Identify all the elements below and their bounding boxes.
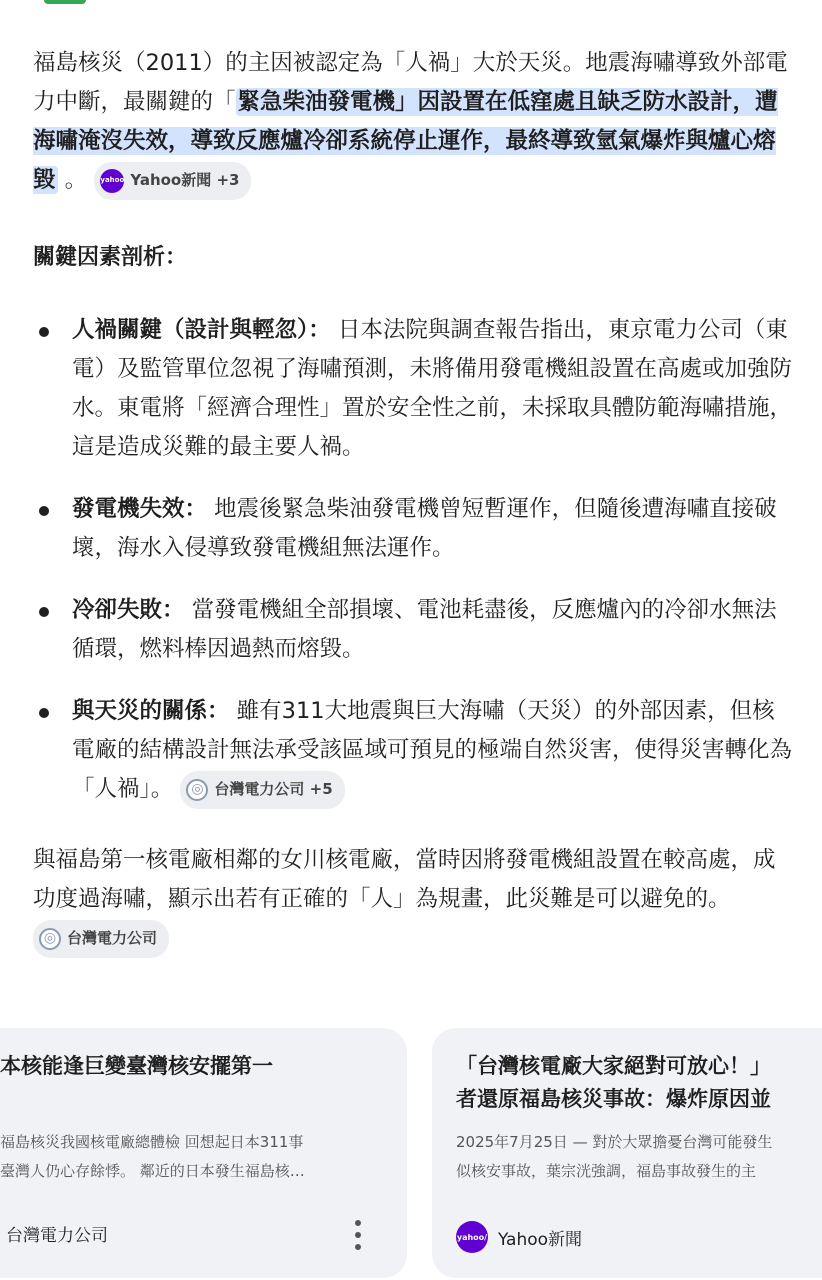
highlighted-text: 緊急柴油發電機」因設置在低窪處且缺乏防水設計，遭海嘯淹沒失效，導致反應爐冷卻系統停止運作，最終導致氫氣爆炸與爐心熔毀	[33, 89, 778, 193]
card-title: 「台灣核電廠大家絕對可放心！」 者還原福島核災事故：爆炸原因並	[456, 1054, 771, 1111]
source-card[interactable]	[432, 1028, 822, 1278]
bullet-list	[33, 311, 793, 809]
section-heading: 關鍵因素剖析：	[33, 245, 188, 270]
more-options-icon[interactable]	[348, 1220, 368, 1250]
list-item: 人禍關鍵（設計與輕忽）： 日本法院與調查報告指出，東京電力公司（東電）及監管單位忽視了海嘯預測，未將備用發電機組設置在高處或加強防水。東電將「經濟合理性」置於安全性之前，未採取具體防範海嘯措施，這是造成災難的最主要人禍。	[33, 311, 793, 467]
answer-content	[33, 44, 793, 958]
source-card[interactable]	[0, 1028, 407, 1278]
card-snippet: 福島核災我國核電廠總體檢 回想起日本311事 臺灣人仍心存餘悸。 鄰近的日本發生福島核…	[0, 1133, 305, 1180]
card-source: yahoo/ Yahoo新聞	[456, 1221, 582, 1253]
source-chip-taipower[interactable]: ◎ 台灣電力公司	[33, 920, 169, 958]
yahoo-icon: yahoo/	[456, 1221, 488, 1253]
globe-icon: ◎	[186, 779, 208, 801]
source-chip-yahoo[interactable]: yahoo Yahoo新聞 +3	[94, 162, 251, 200]
card-title: 本核能逢巨變臺灣核安擺第一	[0, 1054, 273, 1078]
ai-logo-icon	[44, 0, 86, 4]
globe-icon: ◎	[39, 928, 61, 950]
list-item: 與天災的關係： 雖有311大地震與巨大海嘯（天災）的外部因素，但核電廠的結構設計無法承受該區域可預見的極端自然災害，使得災害轉化為「人禍」。 ◎ 台灣電力公司 +5	[33, 692, 793, 809]
source-chip-taipower[interactable]: ◎ 台灣電力公司 +5	[180, 771, 344, 809]
closing-paragraph: 與福島第一核電廠相鄰的女川核電廠，當時因將發電機組設置在較高處，成功度過海嘯，顯示出若有正確的「人」為規畫，此災難是可以避免的。 ◎ 台灣電力公司	[33, 841, 793, 958]
intro-paragraph: 福島核災（2011）的主因被認定為「人禍」大於天災。地震海嘯導致外部電力中斷，最關鍵的「緊急柴油發電機」因設置在低窪處且缺乏防水設計，遭海嘯淹沒失效，導致反應爐冷卻系統停止運作，最終導致氫氣爆炸與爐心熔毀 。 yahoo Yahoo新聞 +3	[33, 44, 793, 200]
list-item: 發電機失效： 地震後緊急柴油發電機曾短暫運作，但隨後遭海嘯直接破壞，海水入侵導致發電機組無法運作。	[33, 490, 793, 568]
card-source: 台灣電力公司	[6, 1226, 108, 1246]
card-snippet: 2025年7月25日 — 對於大眾擔憂台灣可能發生 似核安事故，葉宗洸強調，福島事故發生的主	[456, 1133, 773, 1180]
yahoo-icon: yahoo	[100, 169, 124, 193]
list-item: 冷卻失敗： 當發電機組全部損壞、電池耗盡後，反應爐內的冷卻水無法循環，燃料棒因過熱而熔毀。	[33, 591, 793, 669]
